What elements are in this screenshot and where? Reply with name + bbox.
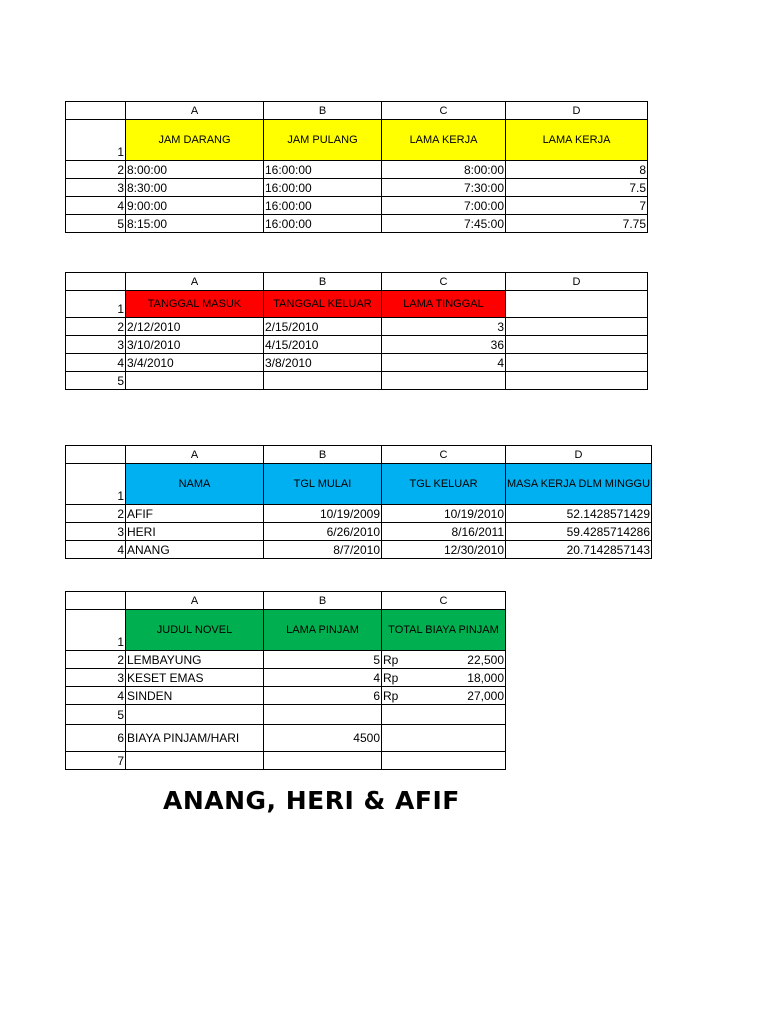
corner-cell[interactable]	[66, 592, 126, 610]
column-header-a[interactable]: A	[126, 102, 264, 120]
row-number[interactable]: 4	[66, 354, 126, 372]
cell[interactable]: 3/8/2010	[264, 354, 382, 372]
row-number[interactable]: 3	[66, 179, 126, 197]
header-row	[66, 610, 506, 651]
cell[interactable]: 16:00:00	[264, 197, 382, 215]
cell[interactable]: 12/30/2010	[382, 541, 506, 559]
table-row	[66, 179, 648, 197]
cell[interactable]: 20.7142857143	[506, 541, 652, 559]
cell[interactable]: 8/7/2010	[264, 541, 382, 559]
cell[interactable]	[506, 318, 648, 336]
row-number[interactable]: 5	[66, 215, 126, 233]
cell[interactable]: 2/12/2010	[126, 318, 264, 336]
cell[interactable]: 52.1428571429	[506, 505, 652, 523]
table-row	[66, 215, 648, 233]
table-row	[66, 372, 648, 390]
column-header-a[interactable]: A	[126, 273, 264, 291]
cell[interactable]	[506, 354, 648, 372]
row-number[interactable]: 2	[66, 505, 126, 523]
header-cell-total-biaya[interactable]: TOTAL BIAYA PINJAM	[382, 610, 506, 651]
cell[interactable]: 6/26/2010	[264, 523, 382, 541]
cell[interactable]: HERI	[126, 523, 264, 541]
row-number[interactable]: 7	[66, 752, 126, 770]
table-row	[66, 354, 648, 372]
cell[interactable]: 16:00:00	[264, 215, 382, 233]
cell[interactable]: 59.4285714286	[506, 523, 652, 541]
table-row	[66, 752, 506, 770]
header-cell-jam-pulang[interactable]: JAM PULANG	[264, 120, 382, 161]
author-names: ANANG, HERI & AFIF	[163, 786, 460, 815]
cell[interactable]: 36	[382, 336, 506, 354]
header-cell-tgl-mulai[interactable]: TGL MULAI	[264, 464, 382, 505]
table-row	[66, 687, 506, 705]
column-header-row	[66, 102, 648, 120]
cell[interactable]: 8:00:00	[382, 161, 506, 179]
row-number[interactable]: 1	[66, 464, 126, 505]
column-header-a[interactable]: A	[126, 592, 264, 610]
table-row	[66, 705, 506, 725]
cell[interactable]: 16:00:00	[264, 179, 382, 197]
cell[interactable]: 9:00:00	[126, 197, 264, 215]
row-number[interactable]: 4	[66, 687, 126, 705]
row-number[interactable]: 5	[66, 372, 126, 390]
header-row	[66, 291, 648, 318]
column-header-c[interactable]: C	[382, 592, 506, 610]
header-cell-lama-kerja[interactable]: LAMA KERJA	[382, 120, 506, 161]
cell[interactable]: 8:00:00	[126, 161, 264, 179]
table-row	[66, 725, 506, 752]
header-cell-tanggal-masuk[interactable]: TANGGAL MASUK	[126, 291, 264, 318]
row-number[interactable]: 3	[66, 669, 126, 687]
cell[interactable]: 10/19/2010	[382, 505, 506, 523]
table-row	[66, 336, 648, 354]
column-header-b[interactable]: B	[264, 592, 382, 610]
cell[interactable]	[264, 705, 382, 725]
currency-value: 27,000	[467, 688, 504, 703]
currency-symbol: Rp	[383, 688, 399, 703]
header-cell-tanggal-keluar[interactable]: TANGGAL KELUAR	[264, 291, 382, 318]
cell[interactable]: 8:15:00	[126, 215, 264, 233]
column-header-row	[66, 592, 506, 610]
cell[interactable]: 4	[382, 354, 506, 372]
row-number[interactable]: 4	[66, 541, 126, 559]
cell[interactable]: 3	[382, 318, 506, 336]
column-header-b[interactable]: B	[264, 446, 382, 464]
cell[interactable]: 4/15/2010	[264, 336, 382, 354]
spreadsheet-table-pinjam-novel	[65, 591, 506, 770]
currency-symbol: Rp	[383, 652, 399, 667]
cell[interactable]: 7:45:00	[382, 215, 506, 233]
cell[interactable]: 5	[264, 651, 382, 669]
cell[interactable]: 10/19/2009	[264, 505, 382, 523]
header-row	[66, 464, 652, 505]
column-header-c[interactable]: C	[382, 102, 506, 120]
cell[interactable]: BIAYA PINJAM/HARI	[126, 725, 264, 752]
cell[interactable]: ANANG	[126, 541, 264, 559]
table-row	[66, 669, 506, 687]
header-cell-jam-darang[interactable]: JAM DARANG	[126, 120, 264, 161]
cell[interactable]: 8/16/2011	[382, 523, 506, 541]
table-row	[66, 651, 506, 669]
header-cell-lama-pinjam[interactable]: LAMA PINJAM	[264, 610, 382, 651]
currency-cell[interactable]	[382, 687, 506, 705]
cell[interactable]	[382, 725, 506, 752]
column-header-a[interactable]: A	[126, 446, 264, 464]
spreadsheet-table-masa-kerja	[65, 445, 652, 559]
spreadsheet-table-lama-tinggal	[65, 272, 648, 390]
cell[interactable]	[506, 372, 648, 390]
row-number[interactable]: 2	[66, 651, 126, 669]
cell[interactable]	[126, 372, 264, 390]
column-header-c[interactable]: C	[382, 273, 506, 291]
corner-cell[interactable]	[66, 446, 126, 464]
row-number[interactable]: 3	[66, 523, 126, 541]
cell[interactable]	[264, 752, 382, 770]
cell[interactable]: 16:00:00	[264, 161, 382, 179]
column-header-d[interactable]: D	[506, 446, 652, 464]
header-cell-lama-kerja-decimal[interactable]: LAMA KERJA	[506, 120, 648, 161]
cell[interactable]: 4	[264, 669, 382, 687]
column-header-d[interactable]: D	[506, 102, 648, 120]
currency-symbol: Rp	[383, 670, 399, 685]
currency-value: 22,500	[467, 652, 504, 667]
cell[interactable]: 7	[506, 197, 648, 215]
cell[interactable]: 2/15/2010	[264, 318, 382, 336]
row-number[interactable]: 3	[66, 336, 126, 354]
row-number[interactable]: 1	[66, 120, 126, 161]
row-number[interactable]: 4	[66, 197, 126, 215]
cell[interactable]: AFIF	[126, 505, 264, 523]
table-row	[66, 541, 652, 559]
row-number[interactable]: 2	[66, 318, 126, 336]
cell[interactable]: 7:00:00	[382, 197, 506, 215]
cell[interactable]: 7.5	[506, 179, 648, 197]
table-row	[66, 523, 652, 541]
cell[interactable]: 3/4/2010	[126, 354, 264, 372]
row-number[interactable]: 1	[66, 610, 126, 651]
row-number[interactable]: 1	[66, 291, 126, 318]
currency-value: 18,000	[467, 670, 504, 685]
table-row	[66, 505, 652, 523]
header-cell-empty[interactable]	[506, 291, 648, 318]
cell[interactable]: 3/10/2010	[126, 336, 264, 354]
cell[interactable]	[126, 752, 264, 770]
cell[interactable]	[382, 372, 506, 390]
cell[interactable]	[506, 336, 648, 354]
cell[interactable]: SINDEN	[126, 687, 264, 705]
cell[interactable]: KESET EMAS	[126, 669, 264, 687]
cell[interactable]: LEMBAYUNG	[126, 651, 264, 669]
table-row	[66, 318, 648, 336]
header-row	[66, 120, 648, 161]
corner-cell[interactable]	[66, 102, 126, 120]
header-cell-judul-novel[interactable]: JUDUL NOVEL	[126, 610, 264, 651]
row-number[interactable]: 2	[66, 161, 126, 179]
cell[interactable]: 8	[506, 161, 648, 179]
cell[interactable]: 7.75	[506, 215, 648, 233]
currency-cell[interactable]	[382, 669, 506, 687]
header-cell-tgl-keluar[interactable]: TGL KELUAR	[382, 464, 506, 505]
column-header-c[interactable]: C	[382, 446, 506, 464]
cell[interactable]	[382, 705, 506, 725]
cell[interactable]: 6	[264, 687, 382, 705]
row-number[interactable]: 5	[66, 705, 126, 725]
row-number[interactable]: 6	[66, 725, 126, 752]
table-row	[66, 197, 648, 215]
column-header-row	[66, 273, 648, 291]
corner-cell[interactable]	[66, 273, 126, 291]
column-header-d[interactable]: D	[506, 273, 648, 291]
column-header-b[interactable]: B	[264, 102, 382, 120]
header-cell-nama[interactable]: NAMA	[126, 464, 264, 505]
cell[interactable]: 8:30:00	[126, 179, 264, 197]
cell[interactable]	[264, 372, 382, 390]
column-header-row	[66, 446, 652, 464]
table-row	[66, 161, 648, 179]
cell[interactable]	[382, 752, 506, 770]
currency-cell[interactable]	[382, 651, 506, 669]
header-cell-masa-kerja[interactable]: MASA KERJA DLM MINGGU	[506, 464, 652, 505]
header-cell-lama-tinggal[interactable]: LAMA TINGGAL	[382, 291, 506, 318]
cell[interactable]: 4500	[264, 725, 382, 752]
cell[interactable]: 7:30:00	[382, 179, 506, 197]
cell[interactable]	[126, 705, 264, 725]
column-header-b[interactable]: B	[264, 273, 382, 291]
spreadsheet-table-jam-kerja	[65, 101, 648, 233]
